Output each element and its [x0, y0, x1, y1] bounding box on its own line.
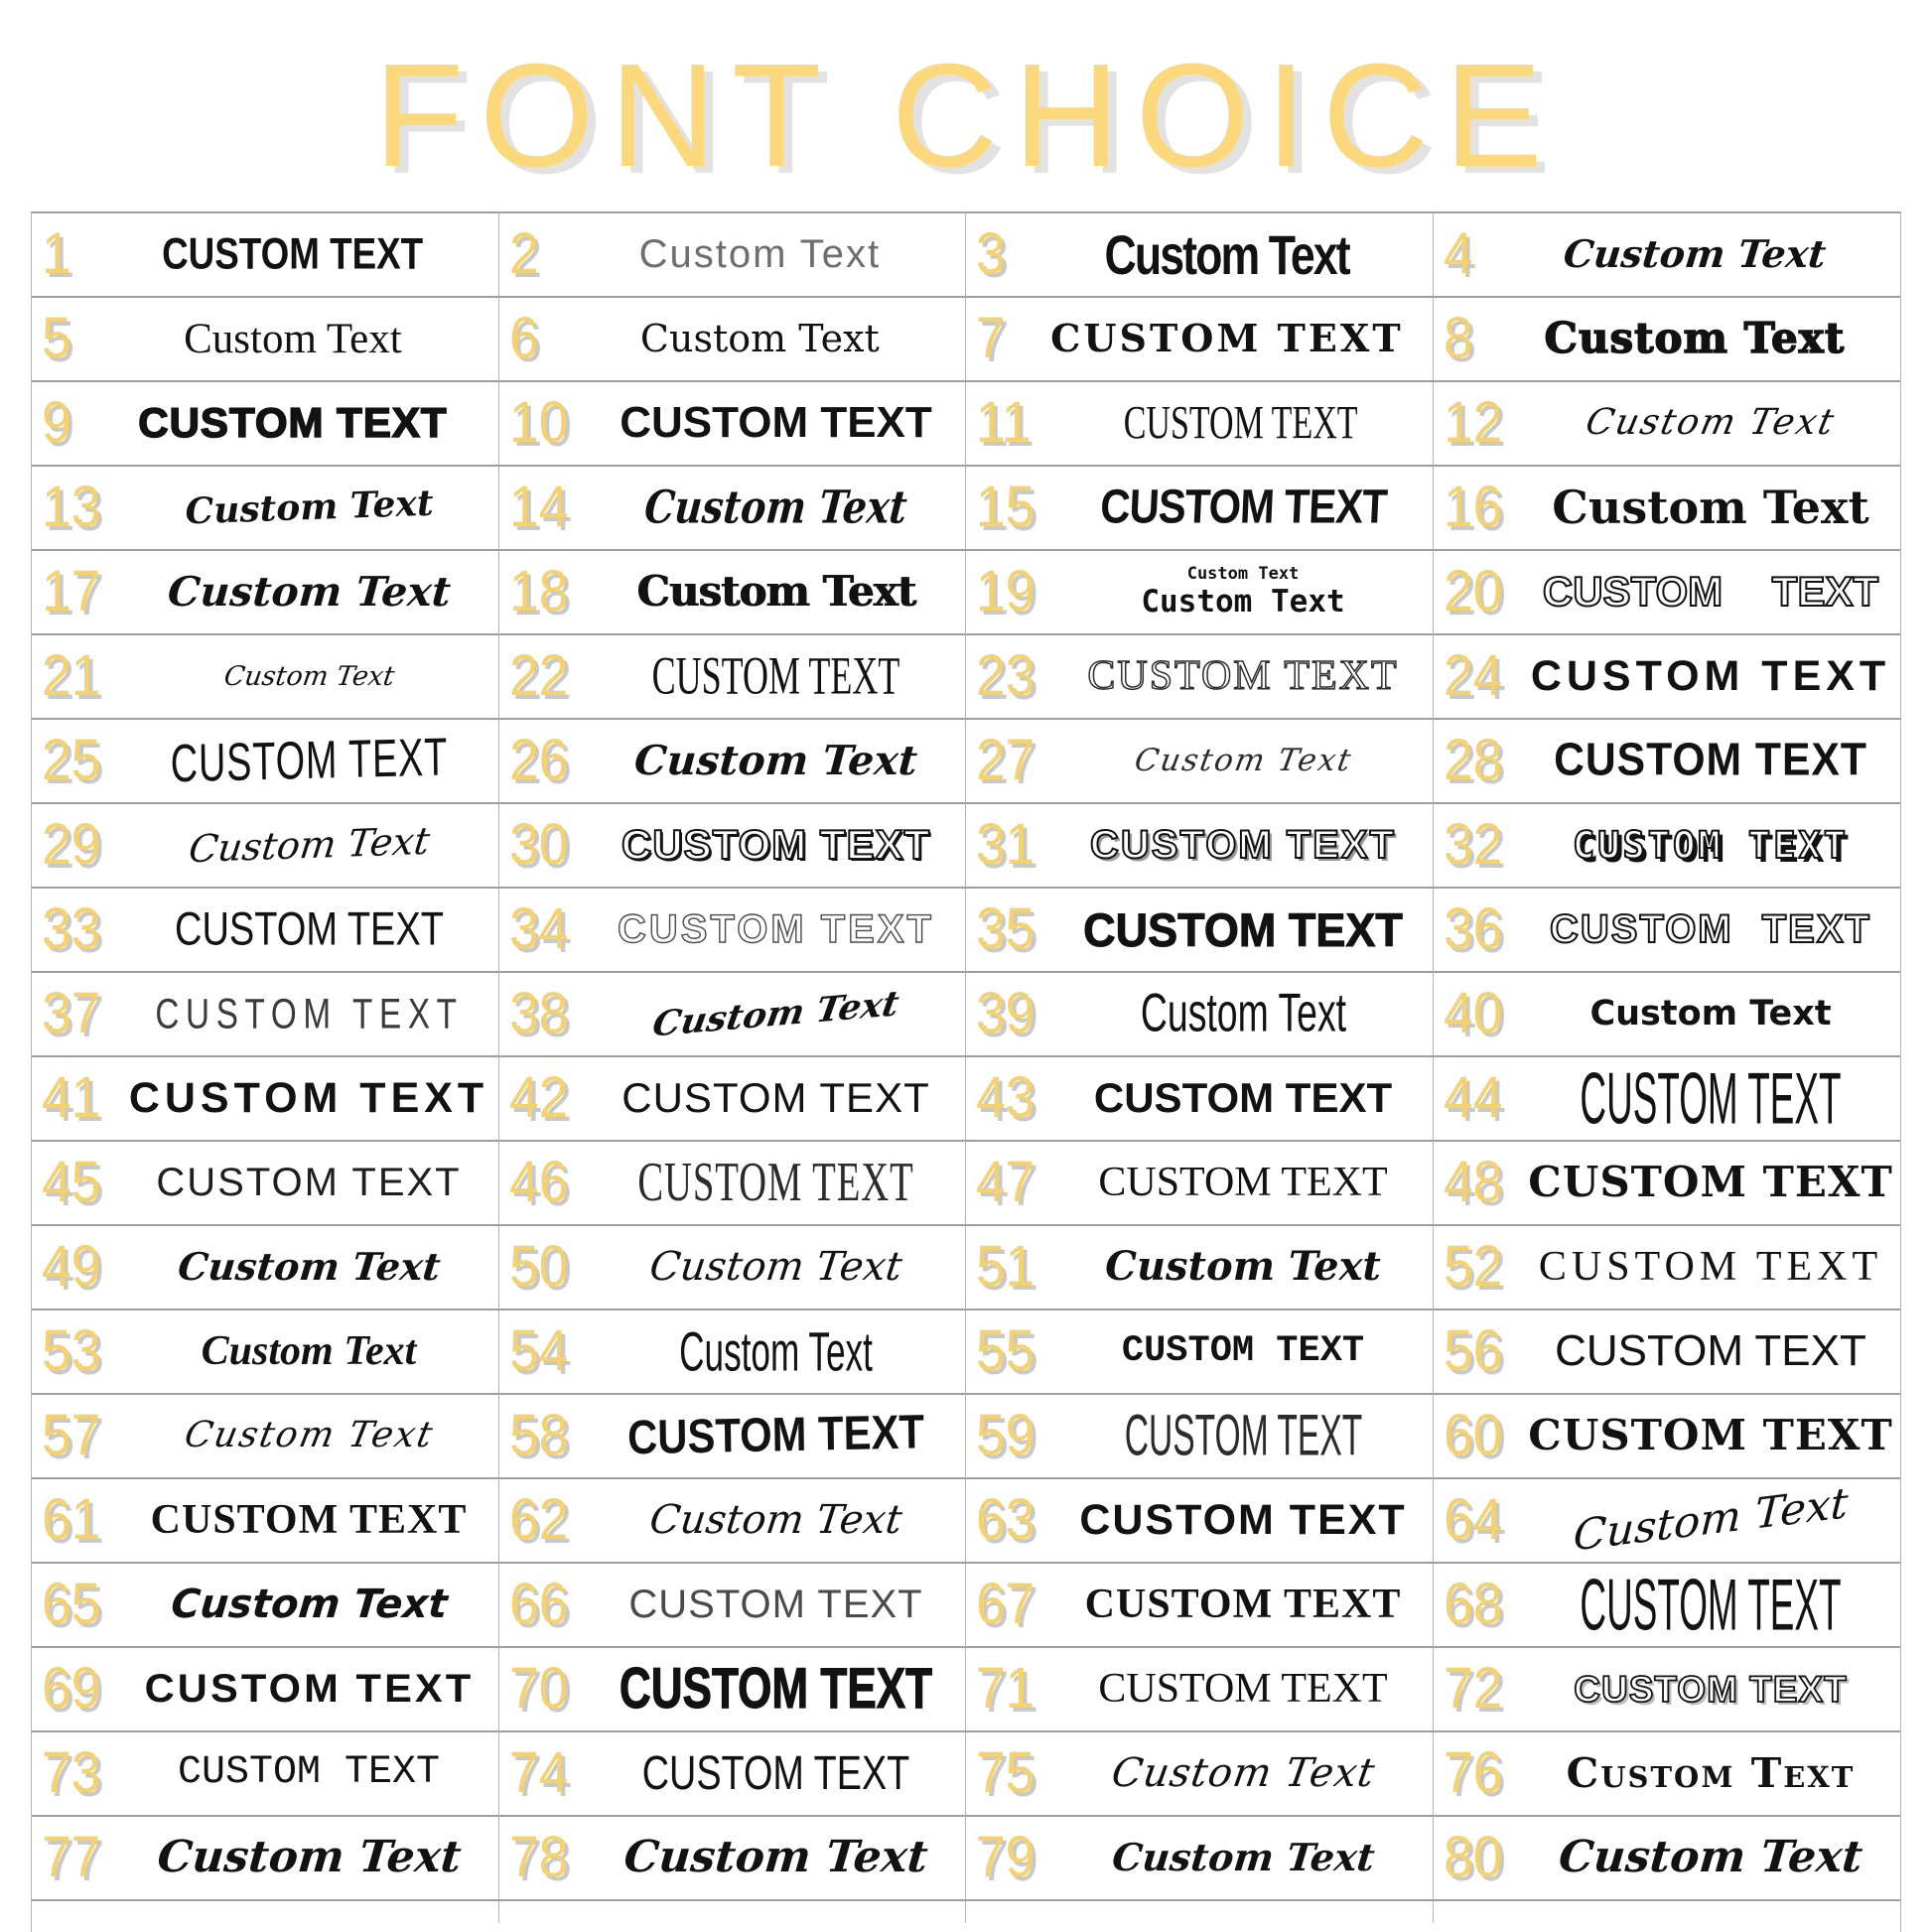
- font-option-cell: [499, 467, 967, 551]
- font-sample: CUSTOM TEXT: [628, 1583, 923, 1627]
- font-option-cell: [1434, 1817, 1901, 1901]
- font-sample: CUSTOM TEXT: [1083, 902, 1403, 957]
- font-number: 11: [976, 390, 1032, 456]
- font-number: 73: [42, 1740, 101, 1806]
- font-number: 35: [976, 897, 1035, 962]
- font-number: 50: [508, 1234, 568, 1300]
- font-sample: Custom Text: [221, 660, 396, 692]
- font-number: 39: [976, 981, 1035, 1046]
- font-number: 23: [976, 643, 1035, 709]
- font-number: 16: [1443, 475, 1502, 540]
- font-number: 27: [976, 728, 1035, 793]
- font-sample: Custom Text: [168, 1582, 450, 1628]
- font-sample: [1054, 564, 1433, 621]
- font-option-cell: [32, 1057, 499, 1142]
- font-number: 76: [1443, 1740, 1502, 1806]
- font-sample: CUSTOM TEXT: [1121, 1329, 1365, 1372]
- font-option-cell: [1434, 973, 1901, 1057]
- font-option-cell: [1434, 213, 1901, 298]
- font-number: 57: [42, 1403, 101, 1468]
- font-sample: CUSTOM TEXT: [1098, 1666, 1388, 1713]
- font-option-cell: [966, 1142, 1434, 1226]
- font-number: 72: [1443, 1656, 1502, 1722]
- font-number: 46: [508, 1150, 568, 1215]
- font-option-cell: [1434, 1057, 1901, 1142]
- font-option-cell: [1434, 1142, 1901, 1226]
- font-number: 61: [42, 1487, 101, 1553]
- font-option-cell: [32, 1142, 499, 1226]
- font-sample: Custom Text: [184, 315, 402, 362]
- font-sample: CUSTOM TEXT: [169, 727, 449, 794]
- font-number: 53: [42, 1318, 101, 1384]
- font-number: 3: [976, 221, 1006, 287]
- font-option-cell: [499, 1479, 967, 1564]
- font-sample: Custom Text: [621, 1832, 930, 1883]
- font-option-cell: [966, 1817, 1434, 1901]
- font-number: 70: [508, 1656, 568, 1722]
- font-sample: CUSTOM TEXT: [162, 229, 424, 279]
- font-sample: CUSTOM TEXT: [621, 1074, 930, 1122]
- font-sample: CUSTOM TEXT: [1580, 1056, 1842, 1140]
- font-option-cell: [32, 1226, 499, 1311]
- page-title: FONT CHOICE: [373, 34, 1559, 198]
- font-number: 68: [1443, 1572, 1502, 1637]
- font-sample: CUSTOM TEXT: [619, 1656, 933, 1721]
- font-option-cell: [1434, 1479, 1901, 1564]
- font-number: 9: [42, 390, 71, 456]
- font-sample: CUSTOM TEXT: [1098, 1160, 1388, 1206]
- font-sample: Custom Text: [649, 983, 902, 1045]
- font-number: 75: [976, 1740, 1035, 1806]
- font-sample: Custom Text: [1104, 223, 1349, 286]
- font-number: 63: [976, 1487, 1035, 1553]
- font-sample: CUSTOM TEXT: [1084, 1582, 1402, 1628]
- font-sample: Custom Text: [1544, 314, 1846, 363]
- font-number: 64: [1443, 1487, 1502, 1553]
- font-sample: CUSTOM TEXT: [1542, 568, 1879, 616]
- font-number: 33: [42, 897, 101, 962]
- font-sample: CUSTOM TEXT: [1079, 1495, 1407, 1544]
- font-sample: CUSTOM TEXT: [128, 1073, 489, 1122]
- font-number: 54: [508, 1318, 568, 1384]
- font-number: 59: [976, 1403, 1035, 1468]
- font-sample: CUSTOM TEXT: [637, 1152, 914, 1213]
- font-option-cell: [966, 1057, 1434, 1142]
- font-number: 40: [1443, 981, 1502, 1046]
- font-sample: Custom Text: [1589, 993, 1832, 1034]
- font-option-cell: [966, 1395, 1434, 1479]
- font-sample: Custom Text: [638, 232, 882, 277]
- font-option-cell: [499, 1648, 967, 1732]
- font-sample: CUSTOM TEXT: [626, 1405, 925, 1465]
- font-option-cell: [499, 720, 967, 804]
- font-sample: CUSTOM TEXT: [154, 990, 464, 1038]
- font-option-cell: [966, 382, 1434, 467]
- font-option-cell: [499, 551, 967, 635]
- font-sample: CUSTOM TEXT: [621, 821, 931, 869]
- font-number: 29: [42, 812, 101, 878]
- empty-cell: [32, 1901, 499, 1923]
- font-option-cell: [1434, 467, 1901, 551]
- font-option-cell: [1434, 298, 1901, 382]
- font-number: 77: [42, 1825, 101, 1890]
- font-number: 18: [508, 559, 568, 624]
- font-number: 30: [508, 812, 568, 878]
- font-option-cell: [966, 889, 1434, 973]
- font-sample: CUSTOM TEXT: [1572, 823, 1850, 867]
- font-option-cell: [1434, 1648, 1901, 1732]
- font-sample: Custom Text: [1582, 402, 1840, 444]
- font-sample: CUSTOM TEXT: [1093, 1074, 1393, 1122]
- font-option-cell: [32, 1817, 499, 1901]
- font-option-cell: [32, 1479, 499, 1564]
- font-grid: [31, 211, 1901, 1932]
- font-option-cell: [966, 635, 1434, 720]
- font-number: 17: [42, 559, 101, 624]
- font-sample: Custom Text: [1561, 231, 1829, 277]
- font-sample: CUSTOM TEXT: [641, 1745, 910, 1800]
- font-sample: Custom Text: [1552, 481, 1869, 535]
- font-option-cell: [499, 1732, 967, 1817]
- font-sample: Custom Text: [1572, 1478, 1850, 1562]
- font-number: 69: [42, 1656, 101, 1722]
- font-option-cell: [966, 1732, 1434, 1817]
- font-number: 7: [976, 306, 1006, 371]
- font-option-cell: [1434, 1732, 1901, 1817]
- font-option-cell: [499, 973, 967, 1057]
- font-number: 10: [508, 390, 568, 456]
- font-number: 34: [508, 897, 568, 962]
- font-sample: CUSTOM TEXT: [1538, 1244, 1883, 1291]
- font-sample: CUSTOM TEXT: [174, 903, 444, 956]
- font-option-cell: [32, 973, 499, 1057]
- font-number: 74: [508, 1740, 568, 1806]
- font-number: 26: [508, 728, 568, 793]
- font-option-cell: [499, 1142, 967, 1226]
- font-sample: Custom Text: [646, 1497, 905, 1544]
- font-option-cell: [966, 1564, 1434, 1648]
- font-number: 48: [1443, 1150, 1502, 1215]
- font-sample: Custom Text: [155, 1832, 464, 1883]
- font-option-cell: [966, 804, 1434, 889]
- font-number: 56: [1443, 1318, 1502, 1384]
- font-sample: Custom Text: [642, 480, 909, 534]
- font-sample: Custom Text: [1557, 1832, 1865, 1883]
- font-option-cell: [32, 1732, 499, 1817]
- font-option-cell: [966, 973, 1434, 1057]
- font-sample: Custom Text: [632, 736, 919, 784]
- font-option-cell: [1434, 720, 1901, 804]
- font-number: 2: [508, 221, 539, 287]
- font-sample: Custom Text: [1131, 742, 1355, 778]
- font-number: 13: [42, 475, 101, 540]
- font-option-cell: [1434, 1564, 1901, 1648]
- font-sample: CUSTOM TEXT: [1555, 1326, 1866, 1376]
- font-sample: CUSTOM TEXT: [1530, 651, 1891, 700]
- font-option-cell: [966, 298, 1434, 382]
- font-option-cell: [32, 1311, 499, 1395]
- empty-cell: [1434, 1901, 1901, 1923]
- font-option-cell: [499, 1817, 967, 1901]
- font-sample: CUSTOM TEXT: [1528, 1411, 1893, 1460]
- font-option-cell: [1434, 1311, 1901, 1395]
- font-number: 1: [42, 221, 71, 287]
- font-option-cell: [966, 1479, 1434, 1564]
- font-sample: CUSTOM TEXT: [1550, 907, 1871, 952]
- font-option-cell: [499, 1564, 967, 1648]
- font-sample: CUSTOM TEXT: [138, 399, 448, 447]
- font-number: 78: [508, 1825, 568, 1890]
- font-sample: CUSTOM TEXT: [177, 1750, 441, 1796]
- font-option-cell: [1434, 551, 1901, 635]
- font-number: 66: [508, 1572, 568, 1637]
- font-number: 42: [508, 1065, 568, 1131]
- font-sample: Custom Text: [636, 567, 915, 617]
- font-sample-line: Custom Text: [1186, 564, 1300, 585]
- font-sample: CUSTOM TEXT: [1090, 823, 1396, 868]
- font-option-cell: [499, 213, 967, 298]
- font-sample: Custom Text: [165, 567, 453, 616]
- font-option-cell: [499, 889, 967, 973]
- font-number: 47: [976, 1150, 1035, 1215]
- font-sample: Custom Text: [1140, 983, 1346, 1044]
- font-option-cell: [966, 1311, 1434, 1395]
- font-number: 24: [1443, 643, 1502, 709]
- font-option-cell: [499, 635, 967, 720]
- font-sample: Custom Text: [1108, 1750, 1378, 1797]
- font-sample: CUSTOM TEXT: [1098, 480, 1388, 534]
- empty-cell: [499, 1901, 967, 1923]
- font-sample: Custom Text: [646, 1244, 905, 1291]
- font-sample: CUSTOM TEXT: [1574, 1668, 1848, 1710]
- font-sample: Custom Text: [184, 482, 434, 533]
- font-number: 20: [1443, 559, 1502, 624]
- font-number: 21: [42, 643, 101, 709]
- font-option-cell: [966, 551, 1434, 635]
- font-number: 25: [42, 728, 101, 793]
- font-number: 12: [1443, 390, 1502, 456]
- font-sample: Custom Text: [679, 1320, 873, 1383]
- font-option-cell: [1434, 382, 1901, 467]
- font-option-cell: [32, 635, 499, 720]
- font-number: 58: [508, 1403, 568, 1468]
- font-option-cell: [32, 1648, 499, 1732]
- font-option-cell: [1434, 1395, 1901, 1479]
- font-option-cell: [499, 1057, 967, 1142]
- font-option-cell: [499, 298, 967, 382]
- font-number: 32: [1443, 812, 1502, 878]
- font-number: 38: [508, 981, 568, 1046]
- font-number: 51: [976, 1234, 1035, 1300]
- font-number: 65: [42, 1572, 101, 1637]
- font-option-cell: [966, 467, 1434, 551]
- font-number: 45: [42, 1150, 101, 1215]
- font-number: 22: [508, 643, 568, 709]
- font-sample: Custom Text: [1105, 1243, 1381, 1291]
- font-sample: CUSTOM TEXT: [1124, 1402, 1362, 1468]
- font-option-cell: [32, 382, 499, 467]
- font-number: 49: [42, 1234, 101, 1300]
- font-sample: CUSTOM TEXT: [1580, 1563, 1842, 1646]
- font-sample: CUSTOM TEXT: [1087, 653, 1399, 700]
- font-sample: CUSTOM TEXT: [618, 907, 934, 952]
- font-sample: Custom Text: [181, 1415, 438, 1456]
- font-sample: Custom Text: [175, 1244, 443, 1290]
- font-number: 37: [42, 981, 101, 1046]
- font-sample: Custom Text: [1566, 1748, 1856, 1797]
- font-option-cell: [499, 1226, 967, 1311]
- font-sample: CUSTOM TEXT: [620, 398, 932, 448]
- font-option-cell: [966, 1648, 1434, 1732]
- font-number: 67: [976, 1572, 1035, 1637]
- font-option-cell: [499, 382, 967, 467]
- font-option-cell: [32, 1395, 499, 1479]
- font-sample-line: Custom Text: [1141, 584, 1345, 621]
- font-number: 19: [976, 559, 1035, 624]
- font-number: 52: [1443, 1234, 1502, 1300]
- font-sample: Custom Text: [186, 819, 432, 872]
- font-option-cell: [1434, 889, 1901, 973]
- font-number: 15: [976, 475, 1035, 540]
- font-number: 14: [508, 475, 568, 540]
- font-sample: CUSTOM TEXT: [1123, 396, 1358, 450]
- font-number: 55: [976, 1318, 1035, 1384]
- font-number: 62: [508, 1487, 568, 1553]
- font-number: 43: [976, 1065, 1035, 1131]
- font-number: 31: [976, 812, 1035, 878]
- font-number: 44: [1443, 1065, 1502, 1131]
- font-sample: CUSTOM TEXT: [150, 1497, 468, 1544]
- font-number: 28: [1443, 728, 1502, 793]
- font-sample: CUSTOM TEXT: [156, 1161, 462, 1205]
- font-number: 36: [1443, 897, 1502, 962]
- font-number: 79: [976, 1825, 1035, 1890]
- font-number: 80: [1443, 1825, 1502, 1890]
- font-option-cell: [966, 1226, 1434, 1311]
- font-option-cell: [1434, 635, 1901, 720]
- font-option-cell: [499, 804, 967, 889]
- font-option-cell: [32, 298, 499, 382]
- font-number: 8: [1443, 306, 1473, 371]
- font-sample: Custom Text: [1109, 1835, 1377, 1880]
- font-option-cell: [966, 213, 1434, 298]
- font-sample: CUSTOM TEXT: [1554, 735, 1867, 786]
- font-sample: Custom Text: [639, 317, 880, 361]
- font-option-cell: [32, 720, 499, 804]
- empty-cell: [966, 1901, 1434, 1923]
- font-option-cell: [32, 213, 499, 298]
- font-option-cell: [1434, 1226, 1901, 1311]
- font-option-cell: [32, 551, 499, 635]
- font-sample: Custom Text: [201, 1328, 417, 1375]
- font-sample: CUSTOM TEXT: [1528, 1158, 1893, 1207]
- font-option-cell: [499, 1395, 967, 1479]
- font-option-cell: [1434, 804, 1901, 889]
- font-number: 60: [1443, 1403, 1502, 1468]
- font-option-cell: [32, 804, 499, 889]
- font-option-cell: [499, 1311, 967, 1395]
- font-sample: CUSTOM TEXT: [1050, 316, 1404, 361]
- font-sample: CUSTOM TEXT: [144, 1667, 474, 1712]
- font-sample: CUSTOM TEXT: [651, 645, 900, 706]
- font-option-cell: [966, 720, 1434, 804]
- font-number: 4: [1443, 221, 1473, 287]
- font-option-cell: [32, 889, 499, 973]
- font-number: 71: [976, 1656, 1035, 1722]
- font-number: 5: [42, 306, 71, 371]
- font-option-cell: [32, 1564, 499, 1648]
- font-number: 41: [42, 1065, 101, 1131]
- font-number: 6: [508, 306, 539, 371]
- font-option-cell: [32, 467, 499, 551]
